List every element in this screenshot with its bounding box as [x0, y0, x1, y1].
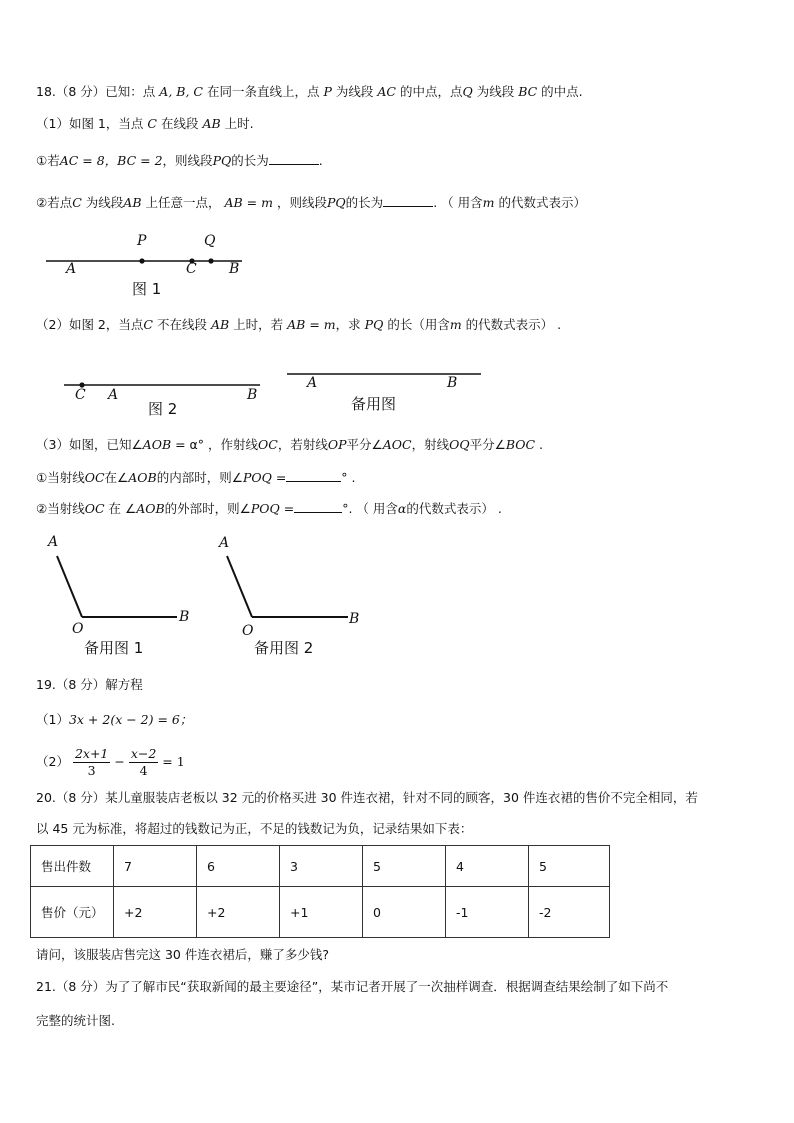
angle1-ray-oa: [57, 556, 82, 617]
table-cell: +2: [114, 887, 197, 938]
spare-label-a: A: [307, 375, 318, 391]
q20-table: [30, 845, 610, 938]
fig1-label-a: A: [66, 261, 77, 277]
q21-stem-line1: 21.（8 分）为了了解市民“获取新闻的最主要途径”，某市记者开展了一次抽样调查．根据调查结果绘制了如下尚不: [36, 979, 669, 994]
angle2-label-o: O: [242, 623, 254, 639]
fig1-label-c: C: [186, 261, 197, 277]
angle1-label-b: B: [179, 609, 190, 625]
table-cell: +1: [280, 887, 363, 938]
fig1-point-p: [139, 258, 144, 263]
fig1-label-b: B: [229, 261, 240, 277]
table-cell: 5: [363, 846, 446, 887]
fig2-caption: 图 2: [148, 400, 178, 418]
fig2-label-a: A: [108, 387, 119, 403]
q18-stem: 18.（8 分）已知：点 A, B, C 在同一条直线上，点 P 为线段 AC 的中点，点Q 为线段 BC 的中点.: [36, 84, 583, 99]
q18-part2: （2）如图 2，当点C 不在线段 AB 上时，若 AB = m，求 PQ 的长（用含m 的代数式表示） .: [36, 317, 562, 332]
angle1-label-a: A: [48, 534, 59, 550]
table-cell: 5: [529, 846, 610, 887]
q18-part3-case2: ②当射线OC 在 ∠AOB的外部时，则∠POQ = °. （ 用含α的代数式表示） .: [36, 498, 502, 518]
table-row: [31, 887, 610, 938]
angle1-caption: 备用图 1: [84, 639, 144, 657]
q20-question: 请问，该服装店售完这 30 件连衣裙后，赚了多少钱?: [36, 947, 329, 962]
q18-part3-case1: ①当射线OC在∠AOB的内部时，则∠POQ = ° .: [36, 467, 356, 487]
q20-stem-line1: 20.（8 分）某儿童服装店老板以 32 元的价格买进 30 件连衣裙，针对不同的顾客，30 件连衣裙的售价不完全相同，若: [36, 790, 698, 805]
fig2-label-b: B: [247, 387, 258, 403]
angle2-caption: 备用图 2: [254, 639, 314, 657]
spare-caption: 备用图: [351, 395, 397, 413]
q18-part1: （1）如图 1，当点 C 在线段 AB 上时.: [36, 116, 254, 131]
table-cell: +2: [197, 887, 280, 938]
fig1-label-p: P: [137, 233, 147, 249]
table-row: [31, 846, 610, 887]
table-cell: -2: [529, 887, 610, 938]
answer-blank: [294, 498, 342, 513]
answer-blank: [286, 467, 341, 482]
fig2-label-c: C: [75, 387, 86, 403]
q20-stem-line2: 以 45 元为标准，将超过的钱数记为正，不足的钱数记为负，记录结果如下表：: [36, 821, 473, 836]
angle1-label-o: O: [72, 621, 84, 637]
q19-eq1: （1）3x + 2(x − 2) = 6；: [36, 712, 193, 727]
spare-label-b: B: [447, 375, 458, 391]
fig1-caption: 图 1: [132, 280, 162, 298]
fig1-label-q: Q: [204, 233, 216, 249]
angle2-ray-oa: [227, 556, 252, 617]
table-cell: 6: [197, 846, 280, 887]
table-cell: 0: [363, 887, 446, 938]
fig1-point-q: [208, 258, 213, 263]
table-cell: 7: [114, 846, 197, 887]
q18-part1-case1: ①若AC = 8，BC = 2，则线段PQ的长为 .: [36, 150, 323, 170]
table-cell: -1: [446, 887, 529, 938]
table-cell: 4: [446, 846, 529, 887]
q18-part3: （3）如图，已知∠AOB = α° ，作射线OC，若射线OP平分∠AOC，射线OQ平分∠BOC .: [36, 437, 544, 452]
angle2-label-b: B: [349, 611, 360, 627]
q19-eq2: （2） $\frac{2x+1}{3}$ − $\frac{x-2}{4}$ = 1: [36, 746, 185, 778]
q21-stem-line2: 完整的统计图.: [36, 1013, 115, 1028]
angle2-label-a: A: [219, 535, 230, 551]
fraction-1: $\frac{2x+1}{3}$: [74, 746, 109, 778]
table-header-cell: 售价（元）: [31, 887, 114, 938]
q18-part1-case2: ②若点C 为线段AB 上任意一点， AB = m ，则线段PQ的长为 . （ 用含m 的代数式表示）: [36, 192, 586, 212]
table-header-cell: 售出件数: [31, 846, 114, 887]
fraction-2: $\frac{x-2}{4}$: [130, 746, 157, 778]
q19-stem: 19.（8 分）解方程: [36, 677, 143, 692]
table-cell: 3: [280, 846, 363, 887]
